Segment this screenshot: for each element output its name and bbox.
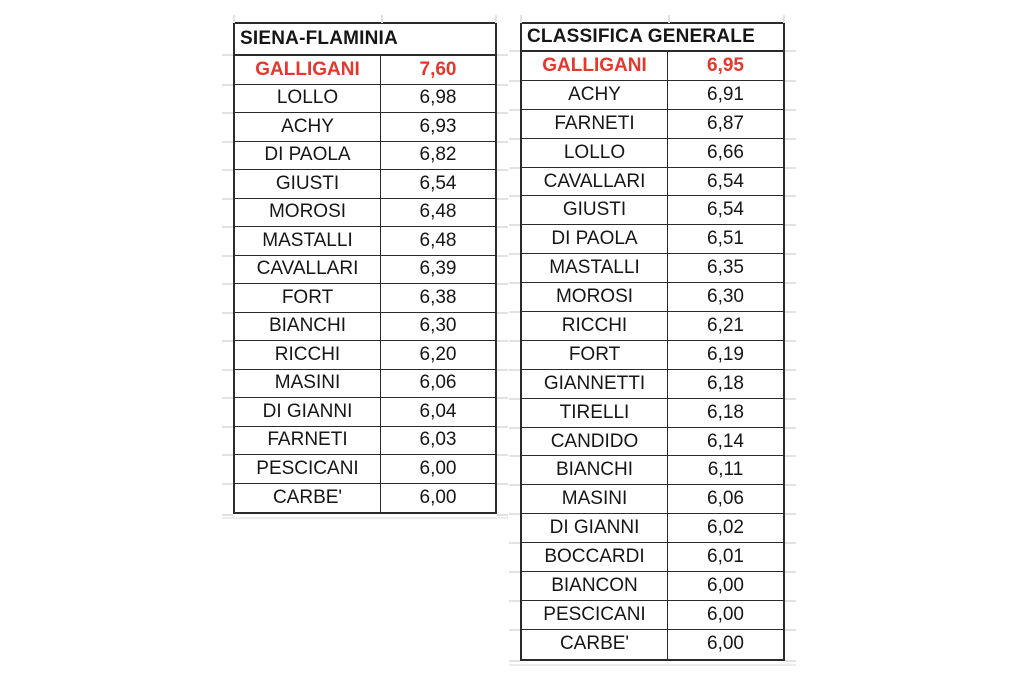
- gridline: [509, 664, 796, 666]
- table-row: [522, 428, 783, 457]
- player-name: ACHY: [235, 113, 381, 141]
- table-row: [522, 630, 783, 659]
- player-name: LOLLO: [235, 85, 381, 113]
- player-name: BOCCARDI: [522, 543, 668, 571]
- player-score: 6,51: [707, 228, 744, 250]
- table-row: [522, 399, 783, 428]
- player-name: MOROSI: [522, 283, 668, 311]
- table-row: [522, 81, 783, 110]
- player-score: 6,30: [707, 286, 744, 308]
- player-name: GIUSTI: [522, 196, 668, 224]
- player-score: 6,06: [707, 488, 744, 510]
- table-row: [235, 398, 495, 427]
- table-row: [522, 543, 783, 572]
- table-row: [522, 196, 783, 225]
- gridline: [222, 517, 508, 519]
- player-score: 6,54: [707, 170, 744, 192]
- player-score: 6,18: [707, 372, 744, 394]
- table-row: [522, 485, 783, 514]
- player-name: CARBE': [522, 630, 668, 659]
- table-row: [235, 484, 495, 513]
- gridline-tick: [381, 15, 383, 23]
- player-score: 6,54: [419, 172, 457, 194]
- player-name: LOLLO: [522, 139, 668, 167]
- table-row: [235, 199, 495, 228]
- player-score: 6,00: [419, 486, 457, 508]
- table-row: [235, 113, 495, 142]
- table-row: [522, 225, 783, 254]
- table-row: [235, 455, 495, 484]
- player-score: 6,00: [707, 574, 744, 596]
- table-row: [235, 56, 495, 85]
- player-score: 7,60: [419, 58, 457, 80]
- player-name: CARBE': [235, 484, 381, 513]
- table-row: [522, 168, 783, 197]
- player-name: BIANCON: [522, 572, 668, 600]
- player-name: BIANCHI: [522, 456, 668, 484]
- table-row: [235, 370, 495, 399]
- table-row: [522, 370, 783, 399]
- player-score: 6,39: [419, 258, 457, 280]
- player-score: 6,04: [419, 400, 457, 422]
- table-row: [522, 139, 783, 168]
- player-score: 6,06: [419, 372, 457, 394]
- table-row: [522, 110, 783, 139]
- player-score: 6,19: [707, 343, 744, 365]
- player-name: RICCHI: [235, 341, 381, 369]
- table-row: [522, 312, 783, 341]
- player-score: 6,02: [707, 517, 744, 539]
- player-score: 6,03: [419, 429, 457, 451]
- table-row: [235, 284, 495, 313]
- player-score: 6,00: [707, 603, 744, 625]
- player-score: 6,35: [707, 257, 744, 279]
- player-name: CANDIDO: [522, 428, 668, 456]
- table-siena-flaminia: [233, 22, 497, 514]
- table-row: [522, 601, 783, 630]
- table-row: [235, 313, 495, 342]
- player-name: MASINI: [522, 485, 668, 513]
- table-title: SIENA-FLAMINIA: [235, 24, 495, 56]
- player-name: MASINI: [235, 370, 381, 398]
- table-row: [522, 341, 783, 370]
- gridline-tick: [668, 15, 670, 23]
- table-row: [522, 52, 783, 81]
- table-row: [235, 142, 495, 171]
- player-name: MASTALLI: [522, 254, 668, 282]
- gridline-tick: [520, 15, 522, 23]
- player-name: DI GIANNI: [522, 514, 668, 542]
- player-score: 6,18: [707, 401, 744, 423]
- player-name: FARNETI: [522, 110, 668, 138]
- player-score: 6,11: [707, 459, 744, 481]
- table-row: [522, 572, 783, 601]
- player-name: GALLIGANI: [235, 56, 381, 84]
- table-row: [235, 85, 495, 114]
- player-score: 6,38: [419, 286, 457, 308]
- gridline-tick: [783, 15, 785, 23]
- table-row: [235, 170, 495, 199]
- player-score: 6,20: [419, 343, 457, 365]
- table-title: CLASSIFICA GENERALE: [522, 24, 783, 52]
- player-score: 6,00: [419, 457, 457, 479]
- player-name: GIANNETTI: [522, 370, 668, 398]
- player-name: DI PAOLA: [235, 142, 381, 170]
- table-rows: [522, 52, 783, 659]
- player-score: 6,66: [707, 141, 744, 163]
- table-classifica-generale: [520, 22, 785, 661]
- player-score: 6,93: [419, 115, 457, 137]
- table-row: [235, 341, 495, 370]
- player-score: 6,98: [419, 87, 457, 109]
- player-name: RICCHI: [522, 312, 668, 340]
- table-row: [235, 256, 495, 285]
- table-row: [522, 456, 783, 485]
- player-score: 6,82: [419, 144, 457, 166]
- player-name: PESCICANI: [522, 601, 668, 629]
- player-name: FORT: [235, 284, 381, 312]
- player-name: CAVALLARI: [522, 168, 668, 196]
- table-row: [235, 427, 495, 456]
- player-score: 6,01: [707, 546, 744, 568]
- player-score: 6,87: [707, 112, 744, 134]
- player-name: FORT: [522, 341, 668, 369]
- player-name: MASTALLI: [235, 227, 381, 255]
- player-score: 6,54: [707, 199, 744, 221]
- player-name: FARNETI: [235, 427, 381, 455]
- player-score: 6,48: [419, 201, 457, 223]
- gridline-tick: [495, 15, 497, 23]
- player-score: 6,30: [419, 315, 457, 337]
- table-row: [522, 254, 783, 283]
- player-name: DI PAOLA: [522, 225, 668, 253]
- gridline-tick: [233, 15, 235, 23]
- table-row: [235, 227, 495, 256]
- player-name: MOROSI: [235, 199, 381, 227]
- table-row: [522, 514, 783, 543]
- player-score: 6,48: [419, 229, 457, 251]
- player-name: TIRELLI: [522, 399, 668, 427]
- player-score: 6,14: [707, 430, 744, 452]
- player-name: DI GIANNI: [235, 398, 381, 426]
- table-rows: [235, 56, 495, 512]
- player-name: GIUSTI: [235, 170, 381, 198]
- player-name: GALLIGANI: [522, 52, 668, 80]
- player-name: BIANCHI: [235, 313, 381, 341]
- table-row: [522, 283, 783, 312]
- player-score: 6,95: [707, 54, 744, 76]
- player-score: 6,21: [707, 314, 744, 336]
- player-score: 6,00: [707, 633, 744, 655]
- player-score: 6,91: [707, 83, 744, 105]
- player-name: PESCICANI: [235, 455, 381, 483]
- player-name: ACHY: [522, 81, 668, 109]
- player-name: CAVALLARI: [235, 256, 381, 284]
